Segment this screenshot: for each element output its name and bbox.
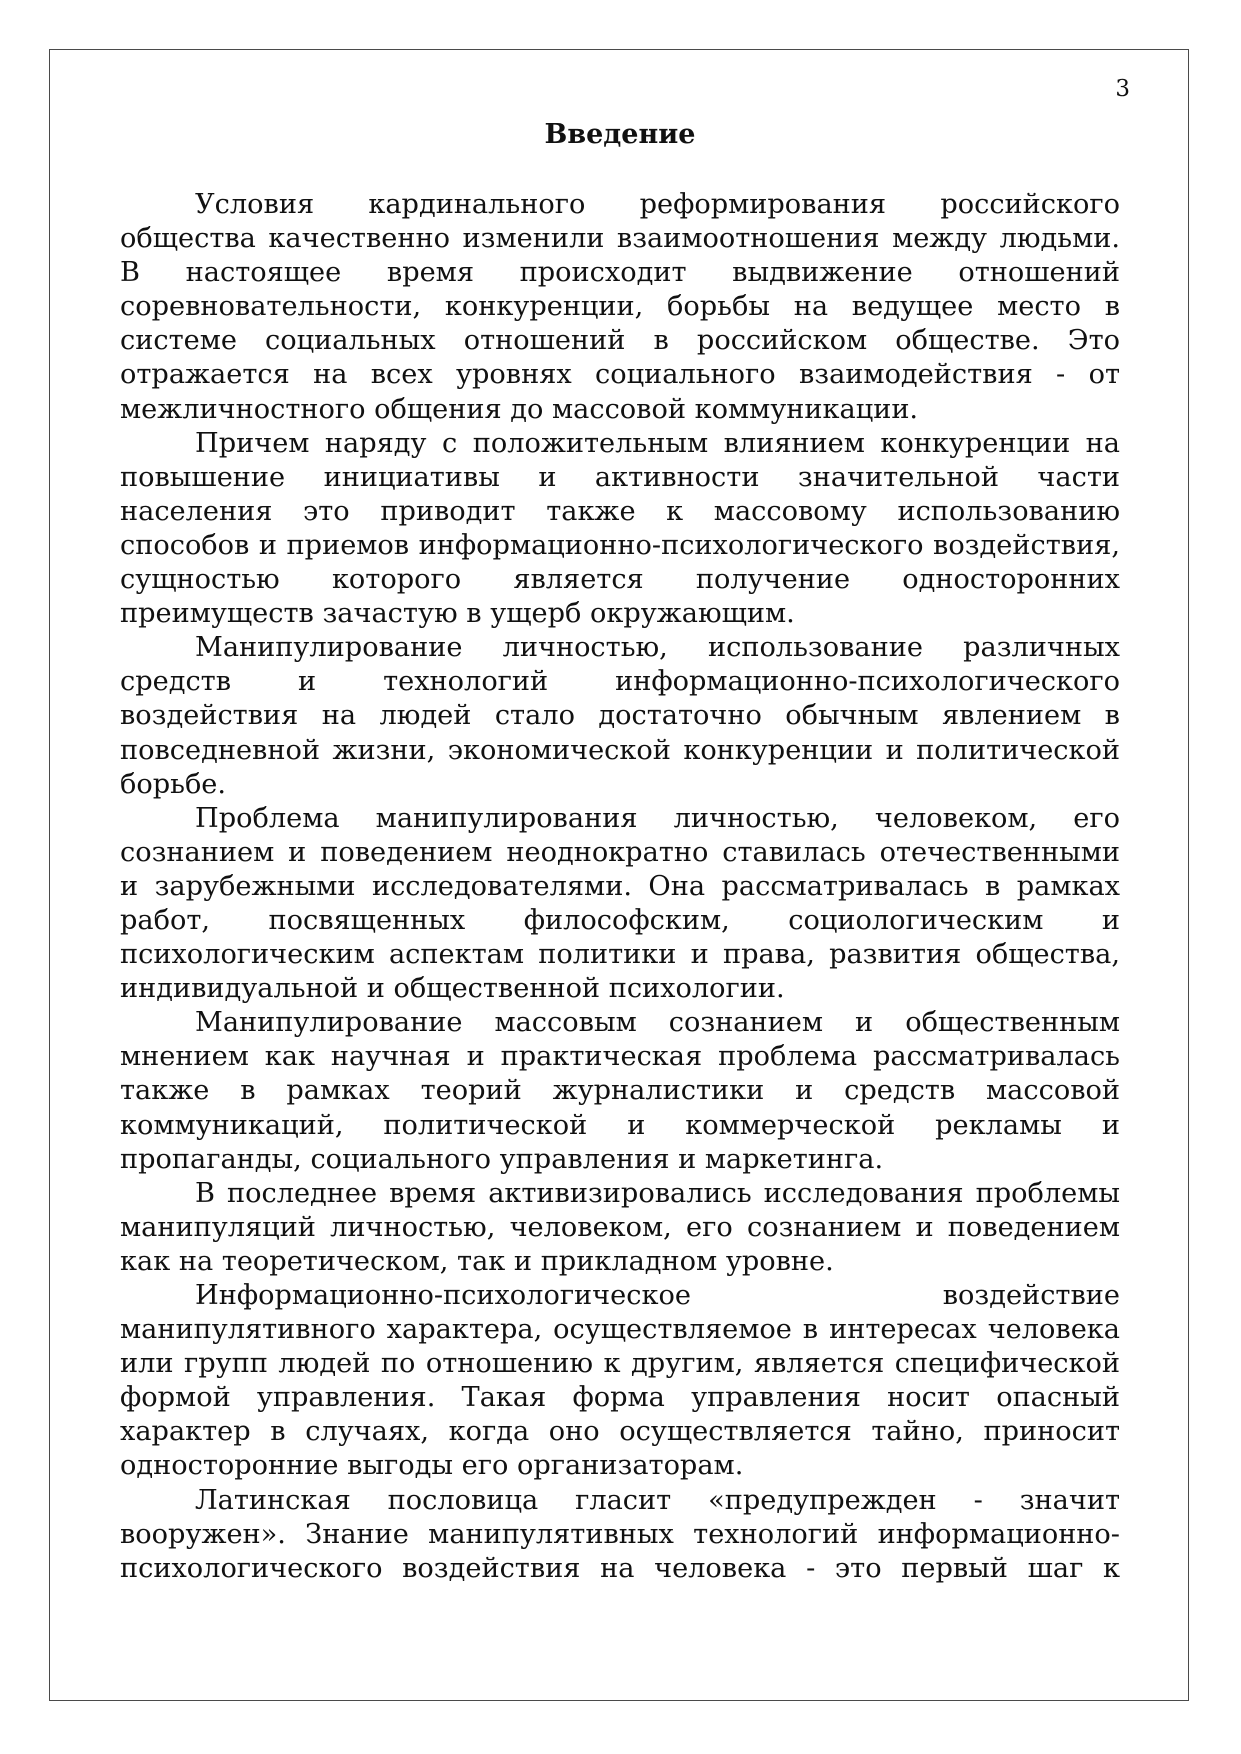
paragraph: Информационно-психологическое воздействие манипулятивного характера, осуществляемое в интересах человека или групп людей по отношению к другим, является специфической формой управления. Такая форма управления носит опасный характер в случаях, когда оно осуществляется тайно, приносит односторонние выгоды его организаторам. <box>120 1280 1120 1482</box>
paragraph: В последнее время активизировались исследования проблемы манипуляций личностью, человеком, его сознанием и поведением как на теоретическом, так и прикладном уровне. <box>120 1177 1120 1277</box>
paragraph: Условия кардинального реформирования российского общества качественно изменили взаимоотношения между людьми. В настоящее время происходит выдвижение отношений соревновательности, конкуренции, борьбы на ведущее место в системе социальных отношений в российском обществе. Это отражается на всех уровнях социального взаимодействия - от межличностного общения до массовой коммуникации. <box>120 189 1120 425</box>
page-number: 3 <box>1115 76 1130 102</box>
page-title: Введение <box>544 119 696 150</box>
paragraph: Проблема манипулирования личностью, человеком, его сознанием и поведением неоднократно ставилась отечественными и зарубежными исследователями. Она рассматривалась в рамках работ, посвященных философским, социологическим и психологическим аспектам политики и права, развития общества, индивидуальной и общественной психологии. <box>120 802 1120 1005</box>
paragraph: Манипулирование личностью, использование различных средств и технологий информационно-психологического воздействия на людей стало достаточно обычным явлением в повседневной жизни, экономической конкуренции и политической борьбе. <box>120 632 1120 800</box>
paragraph: Латинская пословица гласит «предупрежден - значит вооружен». Знание манипулятивных технологий информационно-психологического воздействия на человека - это первый шаг к <box>120 1484 1120 1584</box>
paragraph: Причем наряду с положительным влиянием конкуренции на повышение инициативы и активности значительной части населения это приводит также к массовому использованию способов и приемов информационно-психологического воздействия, сущностью которого является получение односторонних преимуществ зачастую в ущерб окружающим. <box>120 427 1120 630</box>
body-text <box>120 188 1120 1586</box>
paragraph: Манипулирование массовым сознанием и общественным мнением как научная и практическая проблема рассматривалась также в рамках теорий журналистики и средств массовой коммуникаций, политической и коммерческой рекламы и пропаганды, социального управления и маркетинга. <box>120 1007 1120 1175</box>
